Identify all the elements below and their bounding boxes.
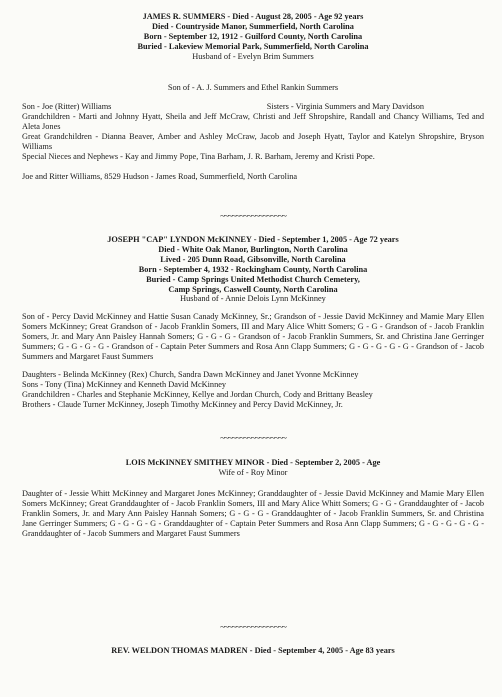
separator-2: ~~~~~~~~~~~~~~~~~	[220, 433, 286, 443]
minor-header	[22, 458, 484, 478]
mckinney-died-place: Died - White Oak Manor, Burlington, North Carolina	[158, 244, 348, 254]
mckinney-buried-1: Buried - Camp Springs United Methodist Church Cemetery,	[146, 274, 360, 284]
mckinney-buried-2: Camp Springs, Caswell County, North Carolina	[168, 284, 338, 294]
summers-great-grandchildren: Great Grandchildren - Dianna Beaver, Amber and Ashley McCraw, Jacob and Joseph Hyatt, Taylor and Katelyn Shropshire, Bryson Williams	[22, 132, 484, 152]
mckinney-sons: Sons - Tony (Tina) McKinney and Kenneth David McKinney	[22, 380, 227, 390]
minor-name-line: LOIS McKINNEY SMITHEY MINOR - Died - September 2, 2005 - Age	[125, 458, 381, 467]
summers-special: Special Nieces and Nephews - Kay and Jimmy Pope, Tina Barham, J. R. Barham, Jeremy and Kristi Pope.	[22, 152, 375, 162]
mckinney-daughters: Daughters - Belinda McKinney (Rex) Church, Sandra Dawn McKinney and Janet Yvonne McKinney	[22, 370, 359, 379]
summers-son-of: Son of - A. J. Summers and Ethel Rankin Summers	[167, 83, 339, 92]
mckinney-name-line: JOSEPH "CAP" LYNDON McKINNEY - Died - September 1, 2005 - Age 72 years	[107, 235, 399, 244]
minor-wife: Wife of - Roy Minor	[218, 467, 288, 477]
mckinney-grandchildren: Grandchildren - Charles and Stephanie McKinney, Kellye and Jordan Church, Cody and Brittany Beasley	[22, 390, 373, 400]
minor-lineage: Daughter of - Jessie Whitt McKinney and Margaret Jones McKinney; Granddaughter of - Jessie David McKinney and Mamie Mary Ellen Somers McKinney; Great Granddaughter of - Jacob Franklin Somers, III and Mary Alice Whitt Somers; G - G - Granddaughter of - Jacob Franklin Somers, Jr. and Mary Ann Paisley Hannah Somers; G - G - G - Granddaughter of - Jacob Franklin Summers, Sr. and Christina Jane Gerringer Summers; G - G - G - G - Granddaughter of - Captain Peter Summers and Rosa Ann Clapp Summers; G - G - G - G - G - Granddaughter of - Jacob Summers and Margaret Faust Summers	[22, 489, 484, 539]
summers-buried: Buried - Lakeview Memorial Park, Summerfield, North Carolina	[137, 41, 369, 51]
mckinney-born: Born - September 4, 1932 - Rockingham County, North Carolina	[138, 264, 368, 274]
summers-husband: Husband of - Evelyn Brim Summers	[192, 51, 314, 61]
summers-died-place: Died - Countryside Manor, Summerfield, North Carolina	[152, 21, 354, 31]
summers-family	[22, 102, 484, 182]
mckinney-husband: Husband of - Annie Delois Lynn McKinney	[180, 294, 326, 304]
summers-son: Son - Joe (Ritter) Williams	[22, 102, 112, 111]
mckinney-lineage: Son of - Percy David McKinney and Hattie Susan Canady McKinney, Sr.; Grandson of - Jessie David McKinney and Mamie Mary Ellen Somers McKinney; Great Grandson of - Jacob Franklin Somers, III and Mary Alice Whitt Somers; G - G - Grandson of - Jacob Franklin Somers, Jr. and Mary Ann Paisley Hannah Somers; G - G - G - Grandson of - Jacob Franklin Summers, Sr. and Christina Jane Gerringer Summers; G - G - G - G - Grandson of - Captain Peter Summers and Rosa Ann Clapp Summers; G - G - G - G - G - Grandson of - Jacob Summers and Margaret Faust Summers	[22, 312, 484, 362]
mckinney-header	[22, 235, 484, 304]
summers-name-line: JAMES R. SUMMERS - Died - August 28, 2005 - Age 92 years	[142, 12, 364, 21]
mckinney-brothers: Brothers - Claude Turner McKinney, Joseph Timothy McKinney and Percy David McKinney, Jr.	[22, 400, 343, 410]
summers-address: Joe and Ritter Williams, 8529 Hudson - James Road, Summerfield, North Carolina	[22, 171, 298, 181]
summers-sisters: Sisters - Virginia Summers and Mary Davidson	[266, 102, 424, 111]
summers-born: Born - September 12, 1912 - Guilford County, North Carolina	[143, 31, 363, 41]
madren-header	[22, 646, 484, 656]
summers-header	[22, 12, 484, 62]
mckinney-lived: Lived - 205 Dunn Road, Gibsonville, North Carolina	[160, 254, 346, 264]
mckinney-family	[22, 370, 484, 410]
separator-1: ~~~~~~~~~~~~~~~~~	[220, 211, 286, 221]
madren-name-line: REV. WELDON THOMAS MADREN - Died - September 4, 2005 - Age 83 years	[111, 646, 395, 655]
summers-grandchildren: Grandchildren - Marti and Johnny Hyatt, Sheila and Jeff McCraw, Christi and Jeff Shropshire, Randall and Chancy Williams, Ted and Aleta Jones	[22, 112, 484, 132]
separator-3: ~~~~~~~~~~~~~~~~~	[220, 622, 286, 632]
